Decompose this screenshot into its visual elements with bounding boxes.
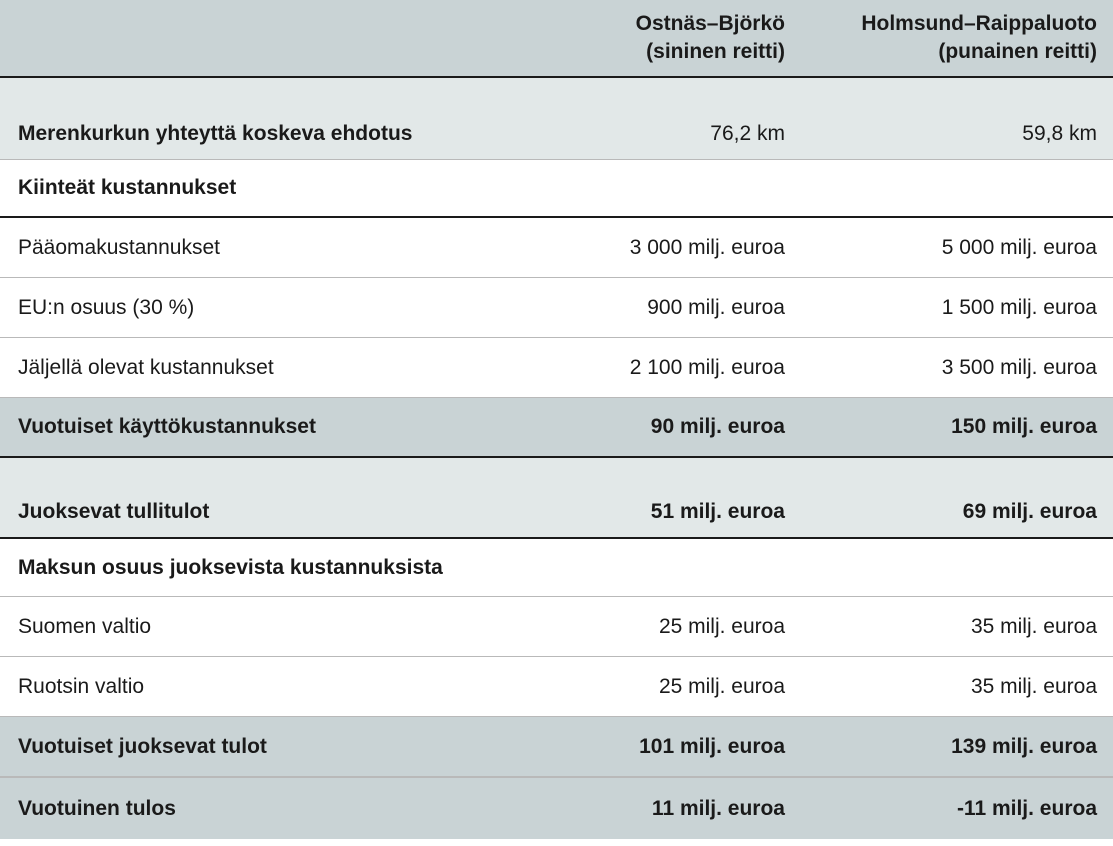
row-value-blue: 11 milj. euroa — [651, 796, 785, 820]
table-row — [0, 657, 1113, 717]
section-heading: Maksun osuus juoksevista kustannuksista — [18, 555, 443, 579]
row-value-blue: 101 milj. euroa — [639, 734, 785, 758]
row-label: Jäljellä olevat kustannukset — [18, 355, 274, 379]
row-value-red: 59,8 km — [1022, 122, 1097, 145]
row-value-blue: 51 milj. euroa — [650, 500, 785, 523]
row-label: Merenkurkun yhteyttä koskeva ehdotus — [18, 122, 413, 145]
table-row-annual-operating-costs — [0, 398, 1113, 458]
table-row — [0, 597, 1113, 657]
row-value-red: 150 milj. euroa — [951, 415, 1097, 438]
row-value-red: 35 milj. euroa — [970, 614, 1097, 638]
row-value-red: 3 500 milj. euroa — [941, 355, 1097, 379]
row-value-red: 35 milj. euroa — [970, 674, 1097, 698]
table-row-toll-revenue — [0, 458, 1113, 539]
row-value-blue: 3 000 milj. euroa — [629, 235, 785, 259]
row-value-blue: 90 milj. euroa — [650, 415, 785, 438]
row-label: Suomen valtio — [18, 614, 152, 638]
row-value-red: 139 milj. euroa — [951, 734, 1097, 758]
header-route-red: Holmsund–Raippaluoto (punainen reitti) — [861, 12, 1097, 63]
row-value-red: 69 milj. euroa — [962, 500, 1097, 523]
table-row — [0, 218, 1113, 278]
row-value-red: 5 000 milj. euroa — [941, 235, 1097, 259]
row-value-blue: 25 milj. euroa — [658, 674, 785, 698]
row-label: Vuotuiset käyttökustannukset — [18, 415, 316, 438]
row-label: Ruotsin valtio — [18, 674, 145, 698]
row-value-red: -11 milj. euroa — [956, 796, 1097, 820]
row-label: Juoksevat tullitulot — [18, 500, 210, 523]
header-route-blue: Ostnäs–Björkö (sininen reitti) — [635, 12, 785, 63]
row-value-blue: 25 milj. euroa — [658, 614, 785, 638]
table-row-section-payment-share — [0, 539, 1113, 597]
row-label: Vuotuiset juoksevat tulot — [18, 734, 267, 758]
table-row — [0, 278, 1113, 338]
row-label: EU:n osuus (30 %) — [18, 295, 195, 319]
table-row — [0, 338, 1113, 398]
row-value-blue: 76,2 km — [710, 122, 785, 145]
row-label: Vuotuinen tulos — [18, 796, 176, 820]
row-value-blue: 2 100 milj. euroa — [629, 355, 785, 379]
table-row-annual-revenue — [0, 717, 1113, 777]
row-label: Pääomakustannukset — [18, 235, 220, 259]
section-heading: Kiinteät kustannukset — [18, 176, 237, 199]
table-header — [0, 0, 1113, 78]
table-row-section-fixed-costs — [0, 160, 1113, 218]
row-value-blue: 900 milj. euroa — [647, 295, 785, 319]
table-row-proposal — [0, 78, 1113, 160]
table-row-annual-result — [0, 777, 1113, 839]
row-value-red: 1 500 milj. euroa — [941, 295, 1097, 319]
